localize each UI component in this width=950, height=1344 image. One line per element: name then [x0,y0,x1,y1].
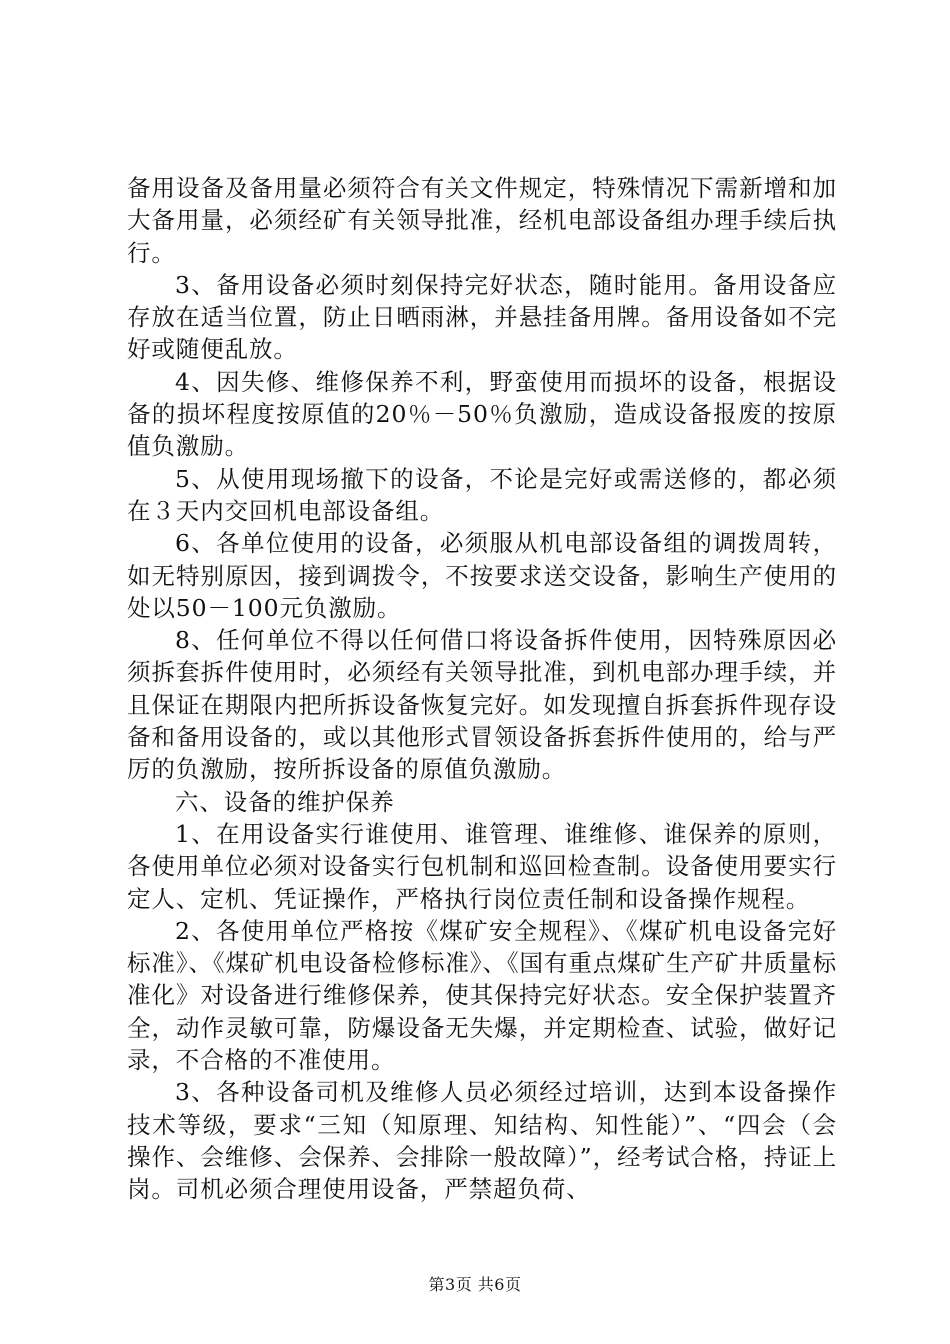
paragraph: 1、在用设备实行谁使用、谁管理、谁维修、谁保养的原则，各使用单位必须对设备实行包机制和巡回检查制。设备使用要实行定人、定机、凭证操作，严格执行岗位责任制和设备操作规程。 [127,819,837,913]
paragraph: 2、各使用单位严格按《煤矿安全规程》、《煤矿机电设备完好标准》、《煤矿机电设备检修标准》、《国有重点煤矿生产矿井质量标准化》对设备进行维修保养，使其保持完好状态。安全保护装置齐全，动作灵敏可靠，防爆设备无失爆，并定期检查、试验，做好记录，不合格的不准使用。 [127,916,837,1075]
paragraph: 3、各种设备司机及维修人员必须经过培训，达到本设备操作技术等级，要求“三知（知原理、知结构、知性能）”、“四会（会操作、会维修、会保养、会排除一般故障）”，经考试合格，持证上岗。司机必须合理使用设备，严禁超负荷、 [127,1078,837,1204]
paragraph: 6、各单位使用的设备，必须服从机电部设备组的调拨周转，如无特别原因，接到调拨令，不按要求送交设备，影响生产使用的处以50－100元负激励。 [127,529,837,622]
document-body [127,172,837,1206]
section-heading: 六、设备的维护保养 [175,787,395,816]
page-number-footer: 第3页 共6页 [428,1275,522,1294]
paragraph: 4、因失修、维修保养不利，野蛮使用而损坏的设备，根据设备的损坏程度按原值的20％－50％负激励，造成设备报废的按原值负激励。 [127,367,837,461]
paragraph: 备用设备及备用量必须符合有关文件规定，特殊情况下需新增和加大备用量，必须经矿有关领导批准，经机电部设备组办理手续后执行。 [127,174,837,267]
paragraph: 3、备用设备必须时刻保持完好状态，随时能用。备用设备应存放在适当位置，防止日晒雨淋，并悬挂备用牌。备用设备如不完好或随便乱放。 [127,270,837,364]
paragraph: 8、任何单位不得以任何借口将设备拆件使用，因特殊原因必须拆套拆件使用时，必须经有关领导批准，到机电部办理手续，并且保证在期限内把所拆设备恢复完好。如发现擅自拆套拆件现存设备和备用设备的，或以其他形式冒领设备拆套拆件使用的，给与严厉的负激励，按所拆设备的原值负激励。 [127,626,837,784]
paragraph: 5、从使用现场撤下的设备，不论是完好或需送修的，都必须在３天内交回机电部设备组。 [127,464,837,525]
